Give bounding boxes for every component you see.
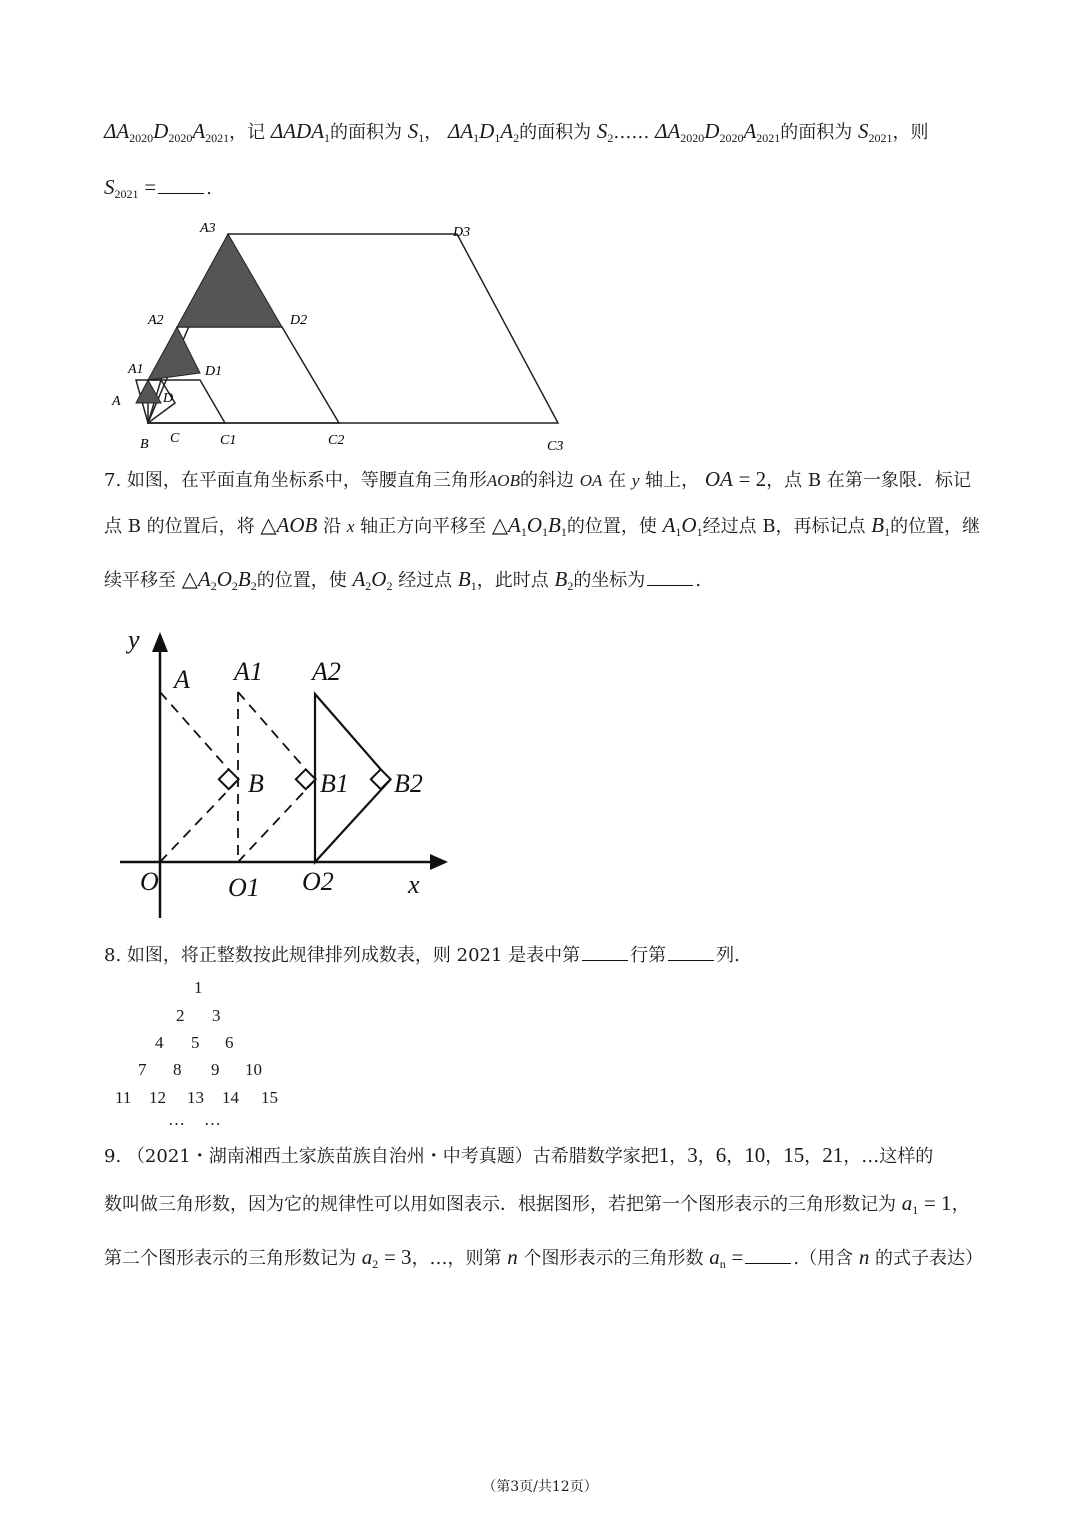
parallelogram-3 [148,234,558,423]
tri-number: 3 [212,1006,221,1025]
tri-number: 12 [149,1088,166,1107]
tri-number: 14 [222,1088,239,1107]
label-A3: A3 [200,221,216,236]
q7-line-2: 点 B 的位置后，将 △AOB 沿 x 轴正方向平移至 $\triangle A_1O_1B_1$的位置，使 $A_1O_1$经过点 B，再标记点 $B_1$的位置，继 [104,513,981,539]
label-C2: C2 [328,433,345,448]
q9-number: 9. [104,1146,122,1167]
q9-line-3: 第二个图形表示的三角形数记为 $a_2 = 3$，…，则第 n 个图形表示的三角形数 $a_n$ = .（用含 n 的式子表达） [104,1245,984,1271]
label-B1: B1 [320,769,349,798]
tri-number: 11 [115,1088,132,1107]
tri-number: 5 [191,1033,200,1052]
label-A1: A1 [128,362,144,377]
label-y: y [128,625,140,654]
answer-blank[interactable] [647,567,693,586]
answer-blank-col[interactable] [668,942,714,961]
q8-number: 8. [104,945,122,966]
label-C3: C3 [547,439,564,454]
answer-blank[interactable] [158,175,204,194]
y-axis-arrow [152,632,168,652]
tri-number: 2 [176,1006,185,1025]
q7-line-3: 续平移至 $\triangle A_2O_2B_2$的位置，使 $A_2O_2$ 经过点 $B_1$，此时点 $B_2$的坐标为 . [104,567,702,593]
label-A: A [174,665,190,694]
label-O2: O2 [302,867,334,896]
label-C1: C1 [220,433,237,448]
right-angle-mark-B2 [371,769,391,789]
label-x: x [408,870,420,899]
tri-number: 4 [155,1033,164,1052]
tri-ellipsis: … [204,1110,221,1129]
parallelogram-figure [100,210,580,460]
tri-number: 6 [225,1033,234,1052]
dashed-A1B1 [238,692,315,780]
tri-number: 9 [211,1060,220,1079]
q7-line-1: 7. 如图，在平面直角坐标系中，等腰直角三角形AOB的斜边 OA 在 y 轴上， OA = 2，点 B 在第一象限．标记 [104,467,971,491]
right-angle-mark-B [219,769,239,789]
q7-number: 7. [104,470,122,491]
right-angle-mark-B1 [296,769,316,789]
tri-number: 8 [173,1060,182,1079]
label-B: B [140,437,149,452]
label-A2: A2 [148,313,164,328]
label-B2: B2 [394,769,423,798]
q9-line-1: 9. （2021・湖南湘西土家族苗族自治州・中考真题）古希腊数学家把1，3，6，10，15，21，…这样的 [104,1143,934,1167]
shaded-triangle-3 [177,234,282,327]
label-A1: A1 [234,657,263,686]
x-axis-arrow [430,854,448,870]
tri-number: 10 [245,1060,262,1079]
label-A2: A2 [312,657,341,686]
page-footer: （第3页/共12页） [482,1479,598,1495]
label-D3: D3 [453,225,471,240]
tri-number: 7 [138,1060,147,1079]
label-A: A [112,394,121,409]
label-D1: D1 [205,364,223,379]
q9-source: （2021・湖南湘西土家族苗族自治州・中考真题）古希腊数学家把 [126,1146,659,1167]
tri-number: 1 [194,978,203,997]
dashed-OB [160,780,238,862]
answer-blank-row[interactable] [582,942,628,961]
q9-line-2: 数叫做三角形数，因为它的规律性可以用如图表示．根据图形，若把第一个图形表示的三角形数记为 $a_1 = 1$， [104,1191,970,1217]
label-B: B [248,769,264,798]
label-C: C [170,431,180,446]
label-O1: O1 [228,873,260,902]
coordinate-figure [110,620,460,920]
shaded-triangle-2 [148,327,200,380]
dashed-AB [160,692,238,780]
tri-number: 15 [261,1088,278,1107]
label-D2: D2 [290,313,308,328]
tri-ellipsis: … [168,1110,185,1129]
label-O: O [140,867,159,896]
tri-number: 13 [187,1088,204,1107]
answer-blank[interactable] [745,1245,791,1264]
q8-line: 8. 如图，将正整数按此规律排列成数表，则 2021 是表中第 行第 列. [104,942,740,969]
q6-line-1: $\Delta A_{2020}D_{2020}A_{2021}$，记 $\Delta ADA_1$的面积为 $S_1$， $\Delta A_1D_1A_2$的面积为 $S_2\dots\dots$ $\Delta A_{2020}D_{2020}A_{2021}$的面积为 $S_{2021}$，则 [104,119,929,145]
label-D: D [163,391,174,406]
q6-line-2: $S_{2021}$ = . [104,175,212,201]
